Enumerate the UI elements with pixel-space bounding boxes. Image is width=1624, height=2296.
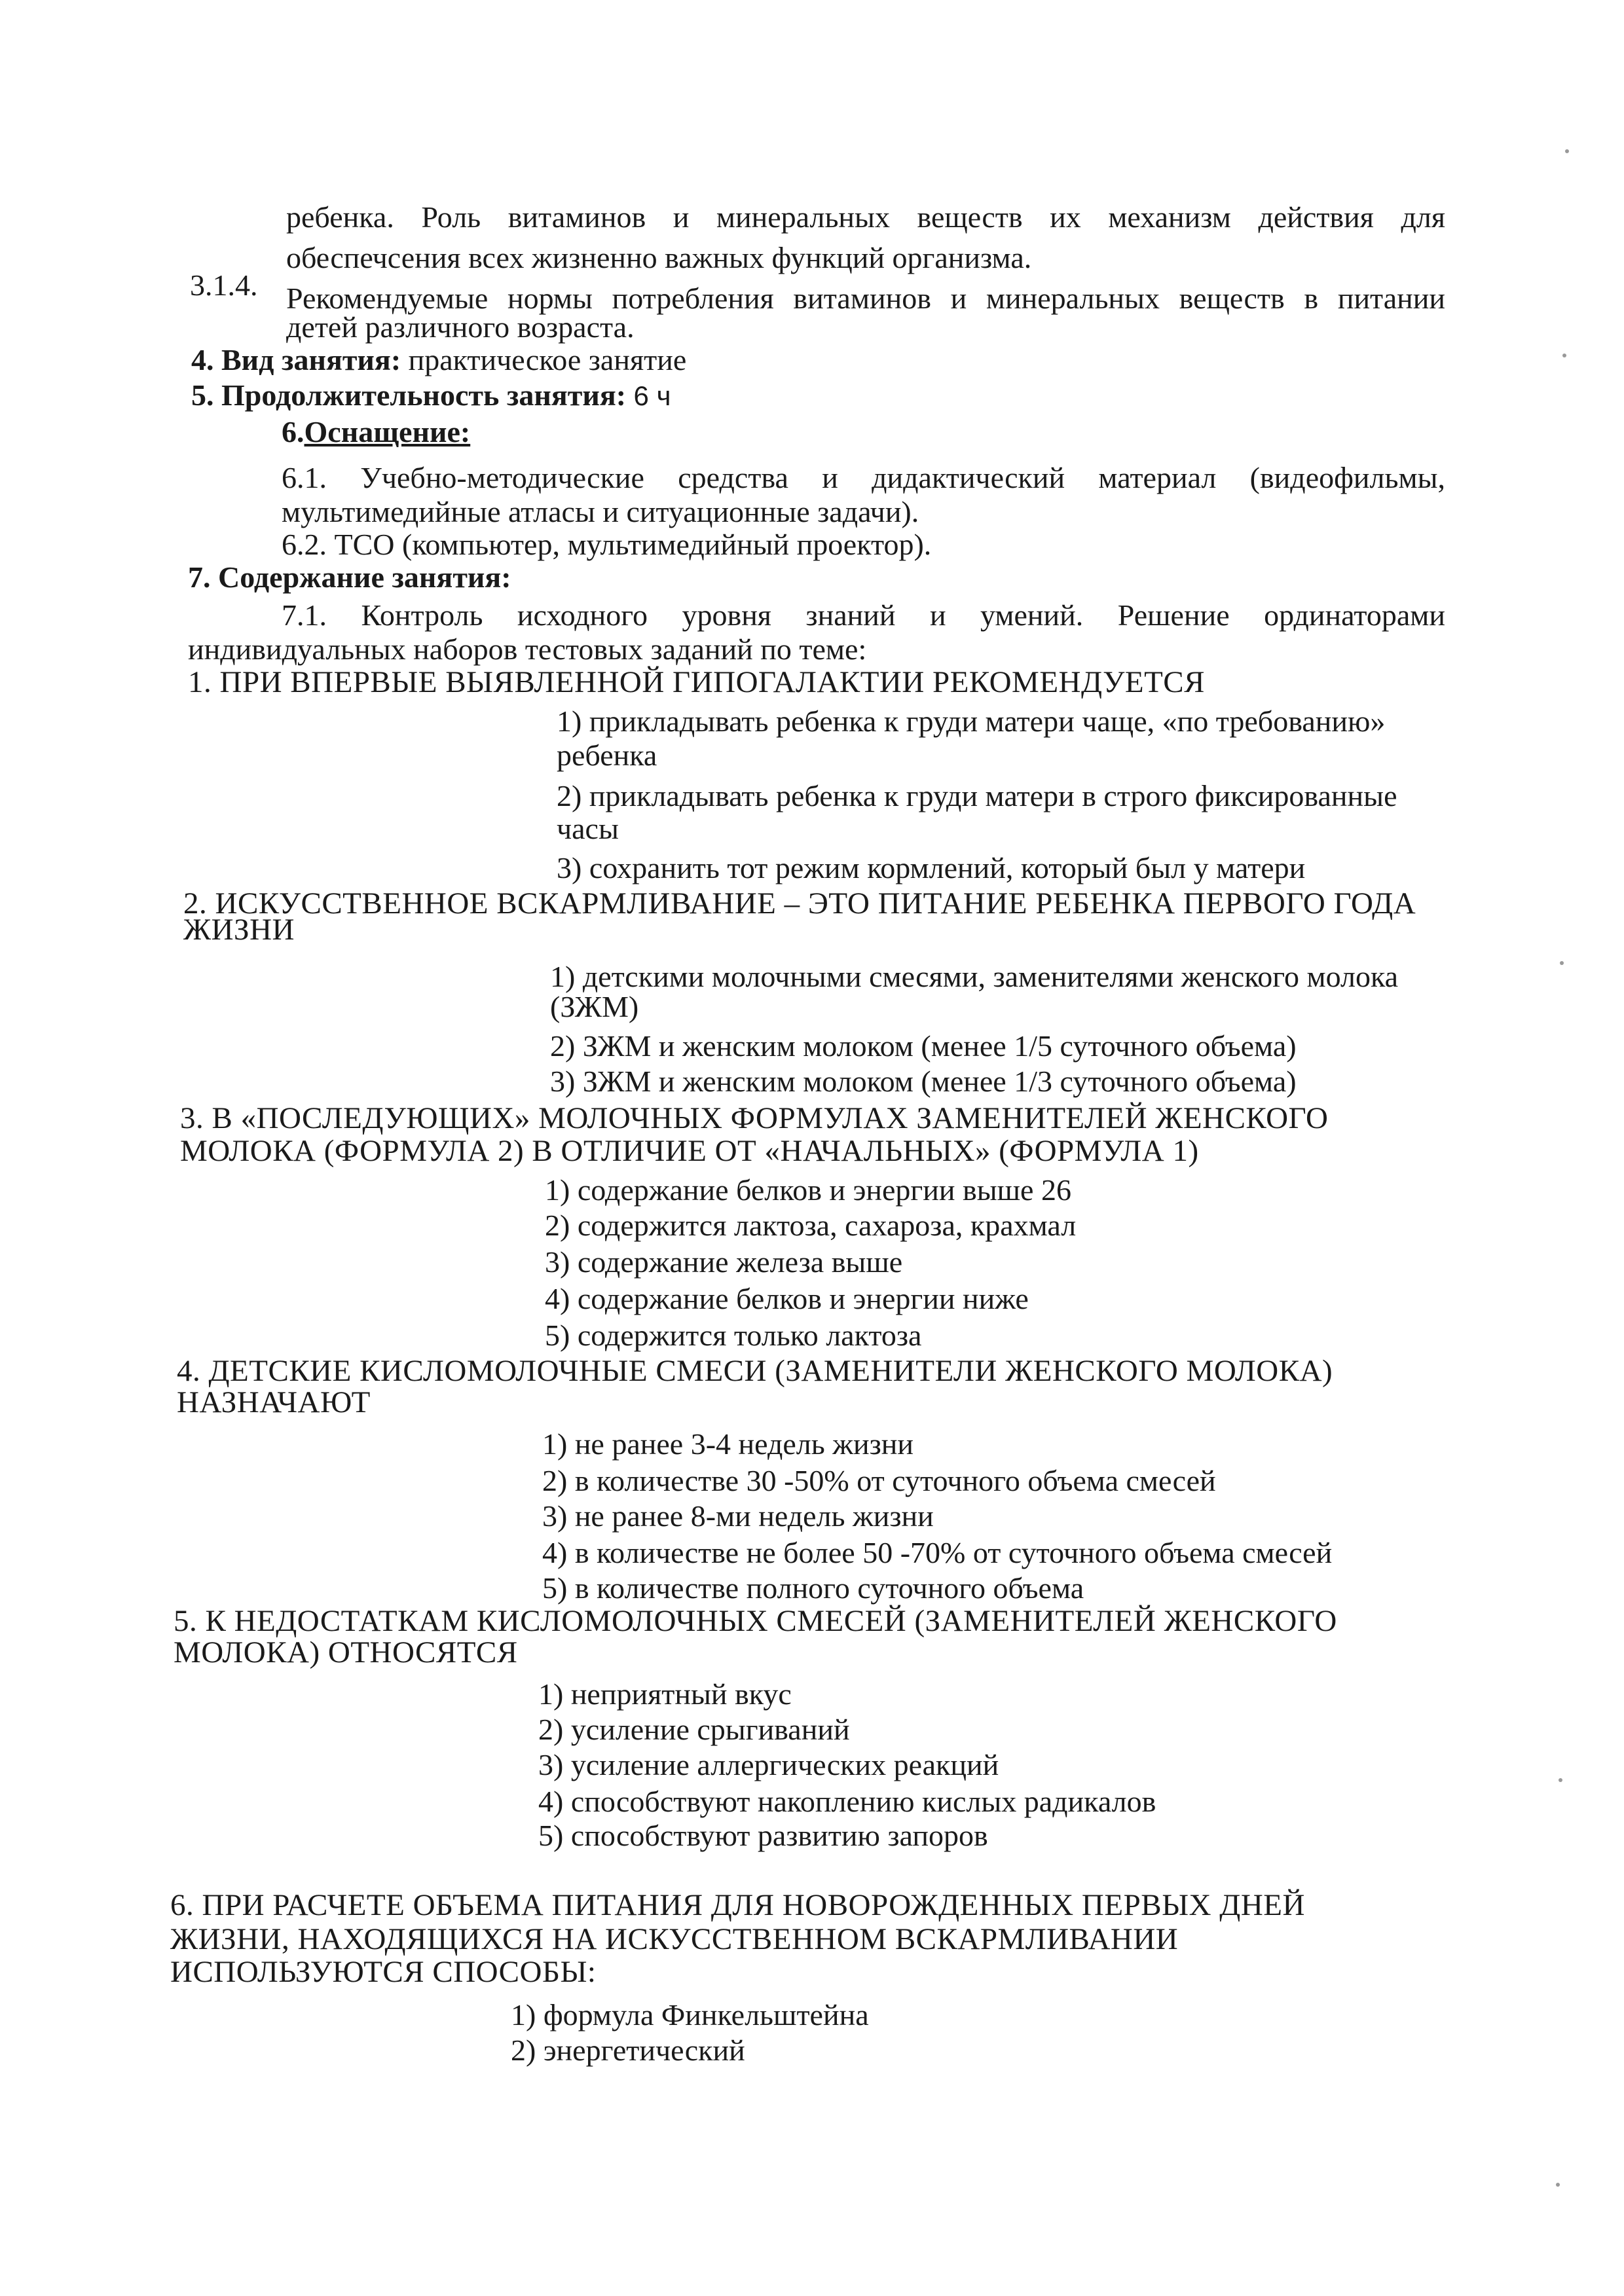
section-4 [191,343,686,377]
intro-line-2: обеспечсения всех жизненно важных функций организма. [286,241,1032,274]
scan-speck [1565,149,1569,153]
question-3-answer-2: 2) содержится лактоза, сахароза, крахмал [545,1209,1077,1242]
question-5-answer-5: 5) способствуют развитию запоров [538,1819,988,1852]
intro-line-1: ребенка. Роль витаминов и минеральных веществ их механизм действия для [286,200,1445,234]
section-7-title: 7. Содержание занятия: [188,560,511,594]
question-5-answer-2: 2) усиление срыгиваний [538,1713,850,1746]
question-4-answer-1: 1) не ранее 3-4 недель жизни [542,1427,914,1461]
question-2-line-1: 2. ИСКУССТВЕННОЕ ВСКАРМЛИВАНИЕ – ЭТО ПИТАНИЕ РЕБЕНКА ПЕРВОГО ГОДА [183,886,1416,920]
question-2-answer-1: 1) детскими молочными смесями, заменителями женского молока [550,960,1399,993]
question-6-line-2: ЖИЗНИ, НАХОДЯЩИХСЯ НА ИСКУССТВЕННОМ ВСКАРМЛИВАНИИ [170,1922,1179,1956]
question-2-answer-2: 2) ЗЖМ и женским молоком (менее 1/5 суточного объема) [550,1029,1297,1063]
question-5-answer-4: 4) способствуют накоплению кислых радикалов [538,1785,1156,1818]
question-5-line-2: МОЛОКА) ОТНОСЯТСЯ [174,1635,518,1669]
section-7-1-line-1: 7.1. Контроль исходного уровня знаний и умений. Решение ординаторами [282,598,1445,632]
scan-speck [1562,354,1566,357]
question-4-answer-3: 3) не ранее 8-ми недель жизни [542,1499,934,1533]
question-5-line-1: 5. К НЕДОСТАТКАМ КИСЛОМОЛОЧНЫХ СМЕСЕЙ (ЗАМЕНИТЕЛЕЙ ЖЕНСКОГО [174,1604,1337,1638]
question-3-answer-5: 5) содержится только лактоза [545,1319,922,1352]
question-3-line-2: МОЛОКА (ФОРМУЛА 2) В ОТЛИЧИЕ ОТ «НАЧАЛЬНЫХ» (ФОРМУЛА 1) [180,1134,1199,1168]
question-3-answer-4: 4) содержание белков и энергии ниже [545,1282,1029,1315]
question-4-answer-5: 5) в количестве полного суточного объема [542,1571,1084,1605]
scan-speck [1559,1778,1562,1782]
question-6-line-3: ИСПОЛЬЗУЮТСЯ СПОСОБЫ: [170,1955,597,1989]
scan-speck [1556,2183,1560,2187]
question-6-line-1: 6. ПРИ РАСЧЕТЕ ОБЪЕМА ПИТАНИЯ ДЛЯ НОВОРОЖДЕННЫХ ПЕРВЫХ ДНЕЙ [170,1888,1305,1922]
item-3-1-4-line-2: детей различного возраста. [286,310,635,344]
question-3-answer-3: 3) содержание железа выше [545,1245,903,1279]
section-6-heading [282,415,470,449]
question-5-answer-1: 1) неприятный вкус [538,1677,792,1711]
question-6-answer-2: 2) энергетический [511,2033,745,2067]
question-2-answer-1-cont: (ЗЖМ) [550,990,639,1023]
question-1-answer-2-cont: часы [557,812,619,845]
section-5-label: 5. Продолжительность занятия: [191,378,627,412]
section-6-1-line-2: мультимедийные атласы и ситуационные задачи). [282,495,919,528]
item-3-1-4-line-1: Рекомендуемые нормы потребления витаминов и минеральных веществ в питании [286,282,1445,315]
section-5-value: 6 ч [633,380,671,411]
question-4-line-1: 4. ДЕТСКИЕ КИСЛОМОЛОЧНЫЕ СМЕСИ (ЗАМЕНИТЕЛИ ЖЕНСКОГО МОЛОКА) [177,1354,1333,1388]
section-4-value: практическое занятие [408,343,687,376]
question-1-answer-1-cont: ребенка [557,738,657,772]
section-7-1-line-2: индивидуальных наборов тестовых заданий по теме: [188,632,867,666]
question-1-answer-3: 3) сохранить тот режим кормлений, который был у матери [557,851,1306,884]
question-4-line-2: НАЗНАЧАЮТ [177,1385,371,1419]
question-2-line-2: ЖИЗНИ [183,913,295,947]
section-6-2: 6.2. ТСО (компьютер, мультимедийный проектор). [282,528,932,561]
section-6-1-line-1: 6.1. Учебно-методические средства и дидактический материал (видеофильмы, [282,461,1445,494]
scan-speck [1560,961,1564,965]
section-4-label: 4. Вид занятия: [191,343,401,376]
section-6-title: Оснащение: [304,415,471,448]
question-1-line-1: 1. ПРИ ВПЕРВЫЕ ВЫЯВЛЕННОЙ ГИПОГАЛАКТИИ РЕКОМЕНДУЕТСЯ [188,665,1205,699]
question-4-answer-4: 4) в количестве не более 50 -70% от суточного объема смесей [542,1536,1333,1569]
question-3-line-1: 3. В «ПОСЛЕДУЮЩИХ» МОЛОЧНЫХ ФОРМУЛАХ ЗАМЕНИТЕЛЕЙ ЖЕНСКОГО [180,1101,1329,1135]
question-4-answer-2: 2) в количестве 30 -50% от суточного объема смесей [542,1464,1216,1497]
question-5-answer-3: 3) усиление аллергических реакций [538,1748,999,1781]
item-number-3-1-4: 3.1.4. [190,268,258,302]
question-2-answer-3: 3) ЗЖМ и женским молоком (менее 1/3 суточного объема) [550,1065,1297,1098]
question-3-answer-1: 1) содержание белков и энергии выше 26 [545,1173,1071,1207]
section-5 [191,378,671,413]
question-1-answer-1: 1) прикладывать ребенка к груди матери чаще, «по требованию» [557,704,1386,738]
section-6-number: 6. [282,415,304,448]
question-1-answer-2: 2) прикладывать ребенка к груди матери в строго фиксированные [557,779,1397,812]
question-6-answer-1: 1) формула Финкельштейна [511,1998,869,2032]
